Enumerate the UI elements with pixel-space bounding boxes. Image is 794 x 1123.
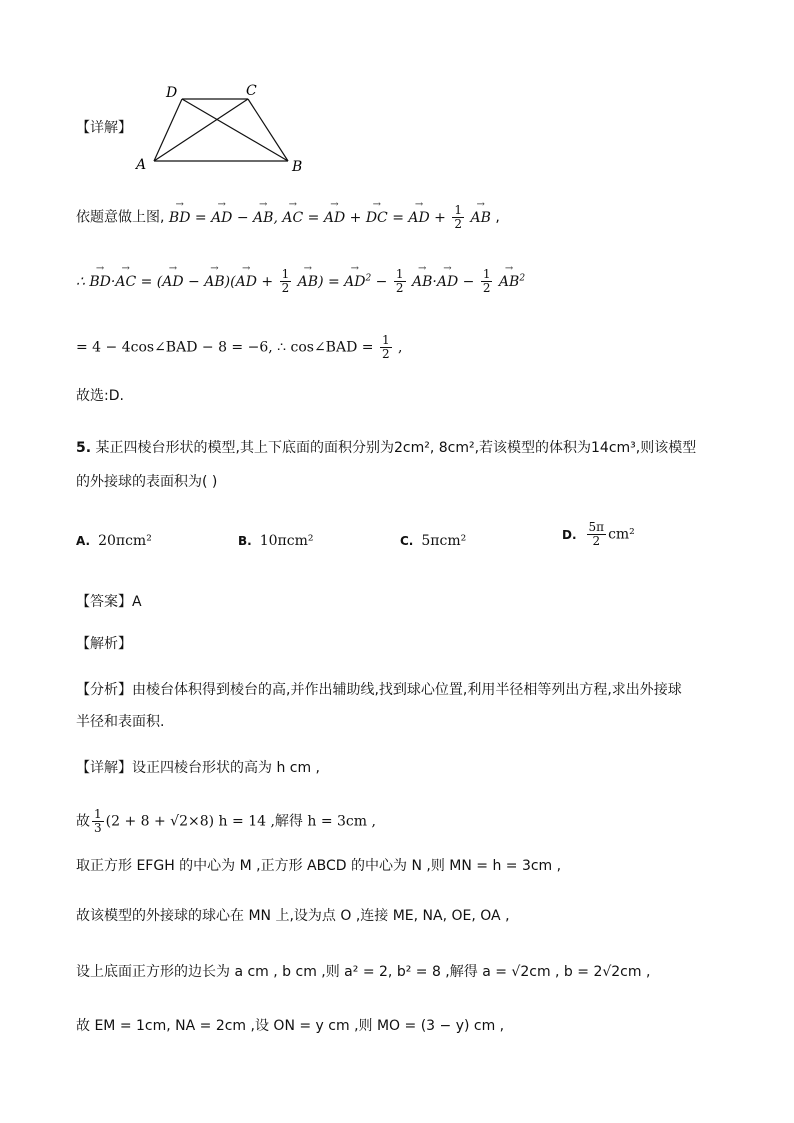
trapezoid-figure bbox=[130, 82, 310, 172]
analysis-heading: 【解析】 bbox=[76, 636, 132, 652]
detail-line-3: 取正方形 EFGH 的中心为 M ,正方形 ABCD 的中心为 N ,则 MN = h = 3cm , bbox=[76, 858, 562, 874]
detail-line-5: 设上底面正方形的边长为 a cm , b cm ,则 a² = 2, b² = 8 ,解得 a = √2cm , b = 2√2cm , bbox=[76, 964, 651, 980]
option-c[interactable] bbox=[400, 533, 466, 549]
answer-text: 【答案】A bbox=[76, 594, 142, 610]
step3-frac-den: 2 bbox=[381, 347, 390, 361]
option-d-unit: cm² bbox=[608, 526, 635, 543]
option-d-label: D. bbox=[562, 527, 577, 542]
vertex-label-a: A bbox=[136, 157, 147, 172]
option-d-num: 5π bbox=[588, 520, 605, 534]
question-text-1: 某正四棱台形状的模型,其上下底面的面积分别为2cm², 8cm²,若该模型的体积为14cm³,则该模型 bbox=[95, 440, 697, 456]
dot-product-line: ∴ → BD·→ AC = (→ AD − → AB)(→ AD + $\frac{1}{2}$ → AB) = → $AD^2$ − $\frac{1}{2}$ → AB·→ AD − $\frac{1}{2}$ → $AB^2$ bbox=[76, 268, 525, 295]
option-a[interactable] bbox=[76, 533, 152, 549]
detail-line-4: 故该模型的外接球的球心在 MN 上,设为点 O ,连接 ME, NA, OE, OA , bbox=[76, 908, 510, 924]
step3-tail: , bbox=[393, 339, 403, 356]
option-a-value: 20πcm² bbox=[98, 533, 152, 549]
detail2-frac-den: 3 bbox=[94, 821, 102, 835]
option-b[interactable] bbox=[238, 533, 313, 549]
step3-text: = 4 − 4cos∠BAD − 8 = −6, ∴ cos∠BAD = bbox=[76, 339, 378, 356]
detail2-prefix: 故 bbox=[76, 813, 90, 830]
vertex-label-c: C bbox=[246, 83, 257, 99]
analysis-text-2: 半径和表面积. bbox=[76, 714, 165, 730]
detail-line-1: 【详解】设正四棱台形状的高为 h cm , bbox=[76, 760, 321, 776]
option-a-label: A. bbox=[76, 534, 91, 548]
question-5-line1 bbox=[76, 438, 696, 458]
vertex-label-d: D bbox=[166, 85, 178, 101]
step3-frac-num: 1 bbox=[381, 333, 390, 347]
vertex-label-b: B bbox=[292, 159, 303, 172]
detail-line-6: 故 EM = 1cm, NA = 2cm ,设 ON = y cm ,则 MO = (3 − y) cm , bbox=[76, 1018, 505, 1034]
question-5-line2: 的外接球的表面积为( ) bbox=[76, 474, 218, 490]
question-number: 5. bbox=[76, 440, 92, 456]
cos-result-line bbox=[76, 334, 402, 361]
detail-line-2 bbox=[76, 808, 376, 835]
option-d[interactable] bbox=[562, 521, 635, 548]
option-c-value: 5πcm² bbox=[421, 533, 467, 549]
line1-prefix: 依题意做上图, bbox=[76, 209, 165, 226]
choose-d-text: 故选:D. bbox=[76, 388, 124, 404]
xiangjie-tag: 【详解】 bbox=[76, 120, 132, 136]
option-d-den: 2 bbox=[592, 534, 601, 548]
detail2-expression: (2 + 8 + √2×8) h = 14 ,解得 h = 3cm , bbox=[105, 813, 376, 830]
vector-definition-line: 依题意做上图, → BD = → AD − → AB, → AC = → AD + → DC = → AD + $\frac{1}{2}$ → AB , bbox=[76, 204, 500, 231]
analysis-text-1: 【分析】由棱台体积得到棱台的高,并作出辅助线,找到球心位置,利用半径相等列出方程,求出外接球 bbox=[76, 682, 682, 698]
option-b-label: B. bbox=[238, 534, 252, 548]
option-c-label: C. bbox=[400, 534, 414, 548]
option-b-value: 10πcm² bbox=[259, 533, 314, 549]
detail2-frac-num: 1 bbox=[94, 807, 102, 821]
